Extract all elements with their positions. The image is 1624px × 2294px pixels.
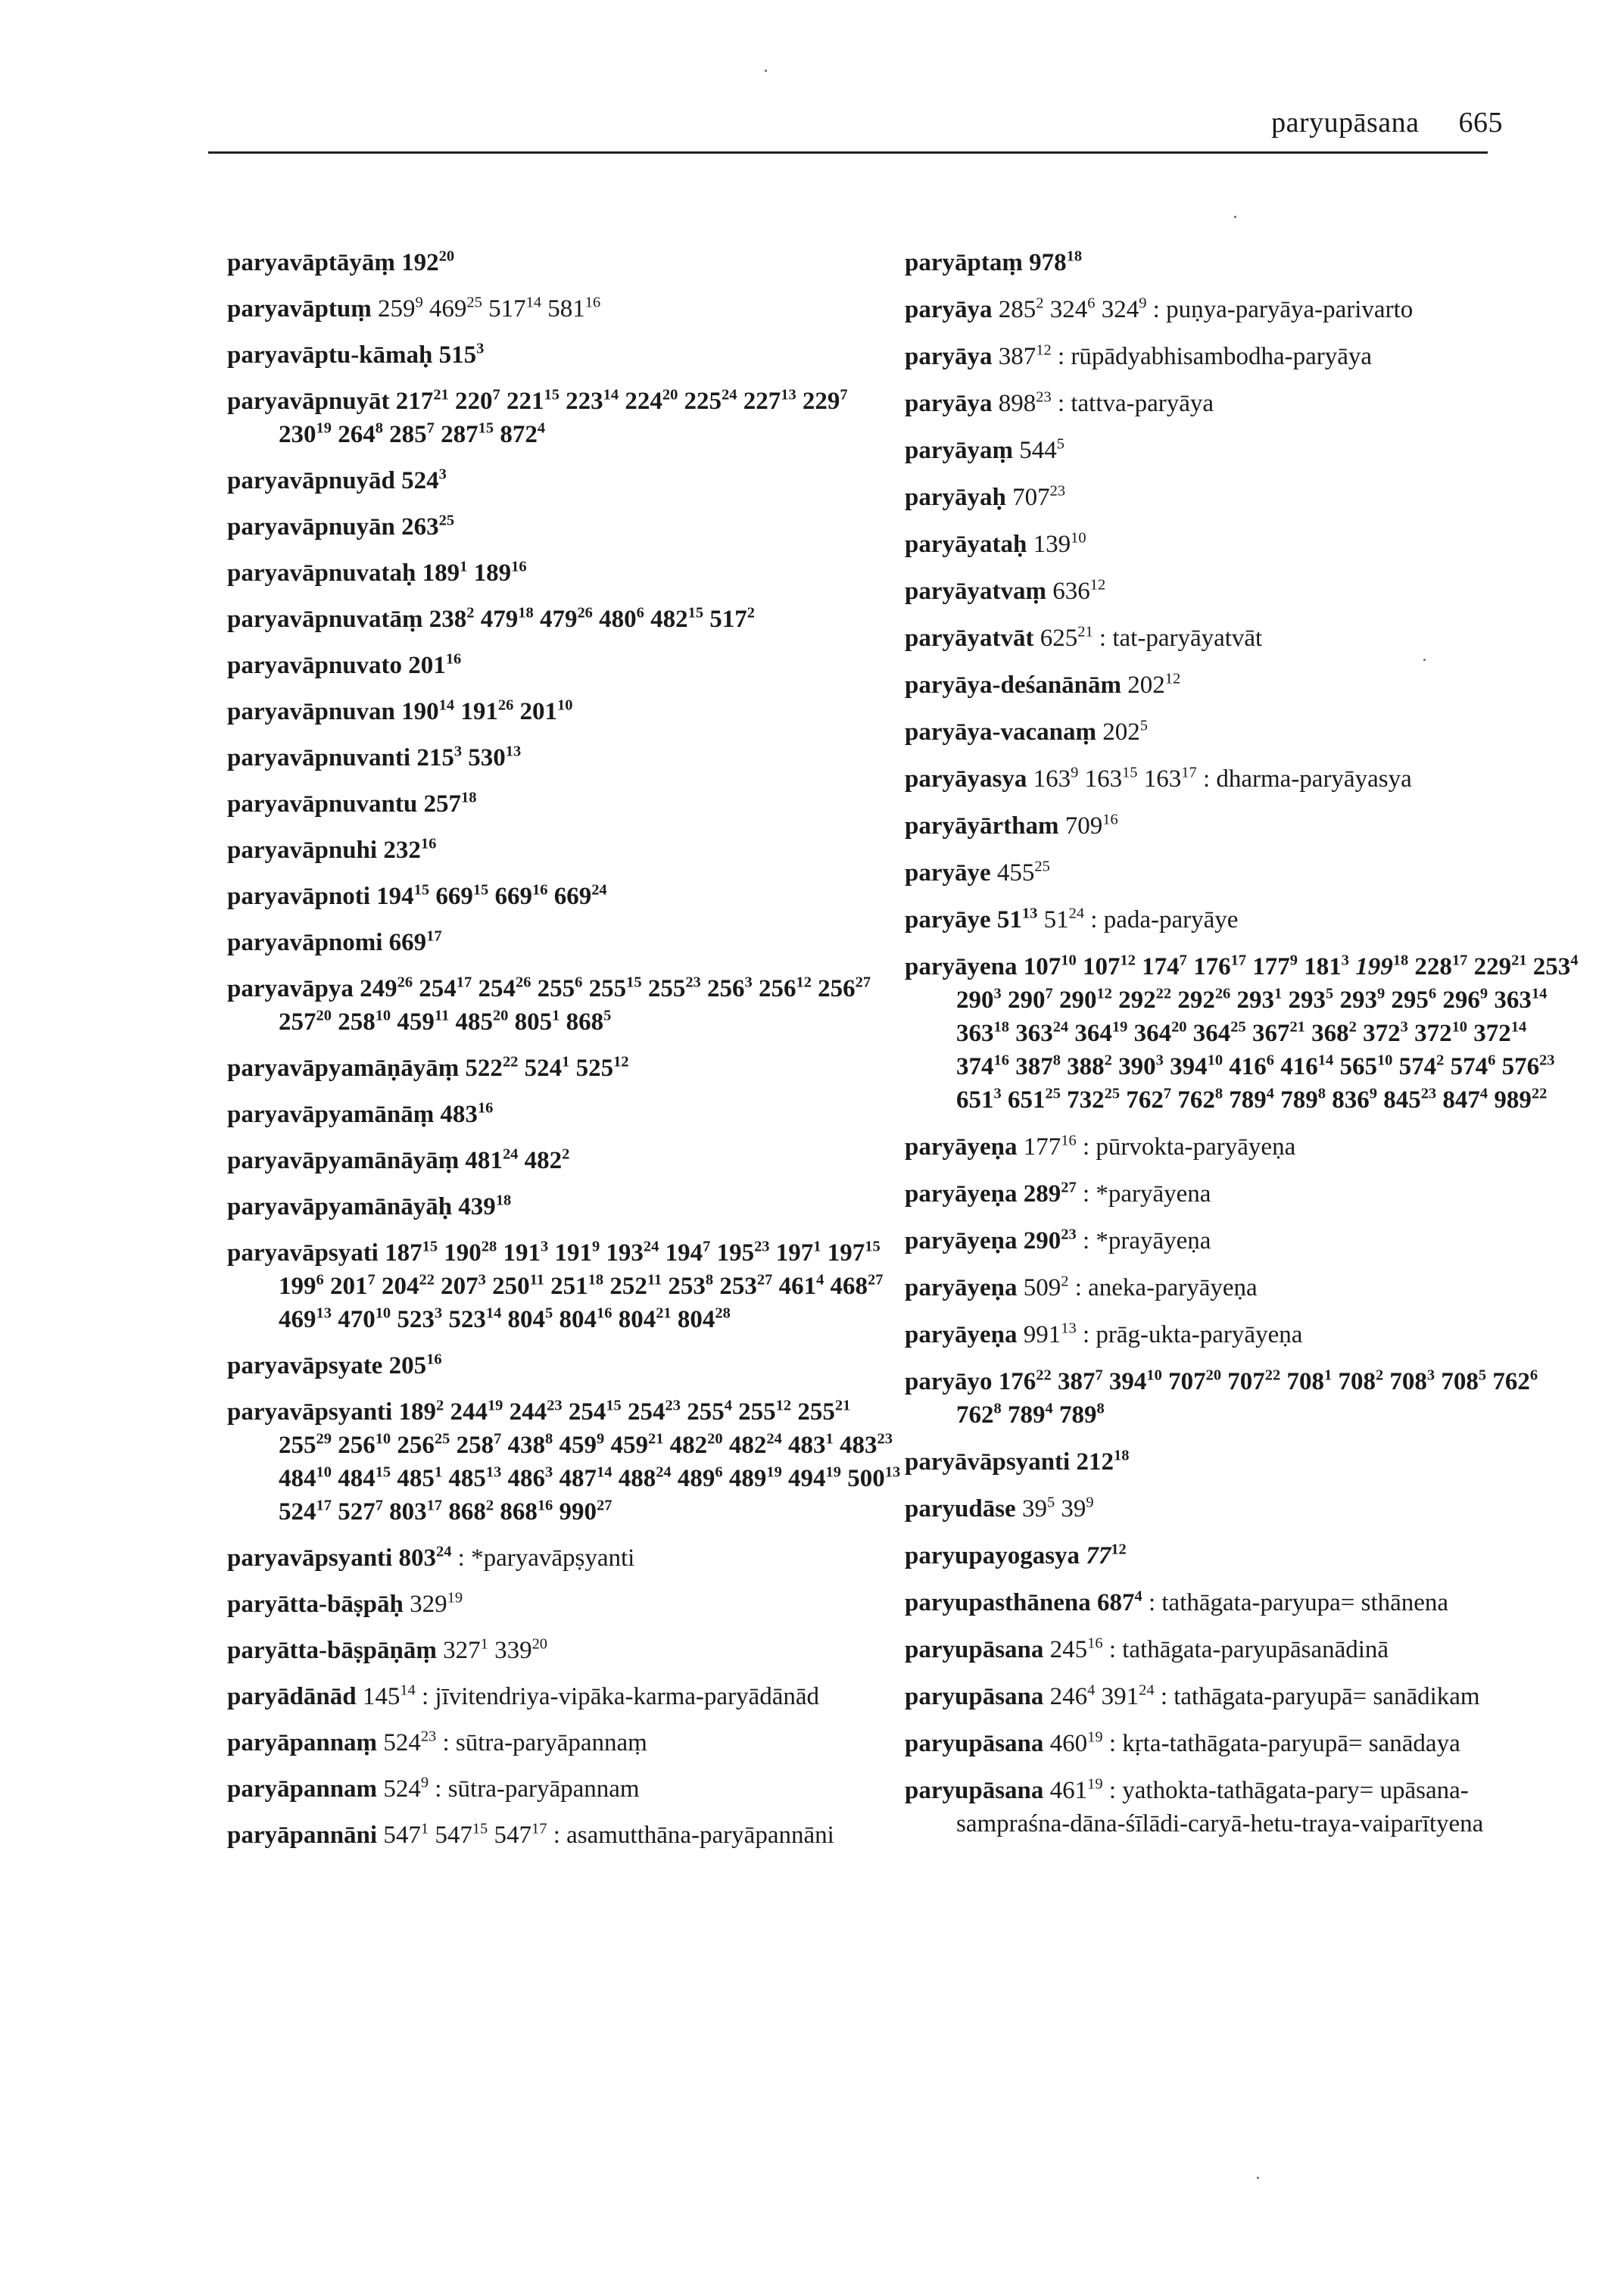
index-entry: paryupāsana $246^4$ $391^{24}$ : tathāgata-paryupā= sanādikam <box>905 1682 1480 1710</box>
index-entry: paryavāpnuvan $190^{14}$ $191^{26}$ $201^{10}$ <box>227 697 573 725</box>
index-entry: paryavāpnuyād $524^3$ <box>227 466 447 494</box>
index-entry: paryāvāpsyanti $212^{18}$ <box>905 1447 1130 1476</box>
index-entry: paryavāpnomi $669^{17}$ <box>227 927 442 956</box>
index-entry: paryavāpnuvatāṃ $238^2$ $479^{18}$ $479^{26}$ $480^6$ $482^{15}$ $517^2$ <box>227 604 756 633</box>
page-number: 665 <box>1458 107 1503 139</box>
scan-speck <box>1234 216 1236 218</box>
index-entry: paryavāpnuvanti $215^3$ $530^{13}$ <box>227 743 522 771</box>
index-entry: paryāpannam $524^9$ : sūtra-paryāpannam <box>227 1774 640 1803</box>
scan-speck <box>1257 2177 1259 2179</box>
index-entry: paryavāpsyanti $803^{24}$ : *paryavāpṣyanti <box>227 1543 635 1572</box>
index-entry: paryāyeṇa $289^{27}$ : *paryāyena <box>905 1179 1211 1208</box>
index-entry: paryudāse $39^5$ $39^9$ <box>905 1494 1094 1523</box>
index-entry: paryupasthānena $687^4$ : tathāgata-paryupa= sthānena <box>905 1588 1449 1616</box>
index-entry: paryāyo $176^{22}$ $387^7$ $394^{10}$ $707^{20}$ $707^{22}$ $708^1$ $708^2$ $708^3$ $708^5$ $762^6$ $762^8$ $789^4$ $789^8$ <box>905 1367 1538 1429</box>
index-entry: paryāya-deśanānām $202^{12}$ <box>905 670 1181 699</box>
index-entry: paryāye $51^{13}$ $51^{24}$ : pada-paryāye <box>905 905 1239 933</box>
index-entry: paryavāpnoti $194^{15}$ $669^{15}$ $669^{16}$ $669^{24}$ <box>227 881 607 910</box>
index-entry: paryāyaḥ $707^{23}$ <box>905 482 1066 511</box>
index-entry: paryavāpsyate $205^{16}$ <box>227 1351 442 1379</box>
right-column <box>905 246 1579 1854</box>
index-entry: paryāpannāni $547^1$ $547^{15}$ $547^{17}$ : asamutthāna-paryāpannāni <box>227 1820 834 1849</box>
running-head <box>1271 106 1503 139</box>
index-entry: paryāyasya $163^9$ $163^{15}$ $163^{17}$ : dharma-paryāyasya <box>905 764 1412 793</box>
index-entry: paryāya $285^2$ $324^6$ $324^9$ : puṇya-paryāya-parivarto <box>905 295 1414 323</box>
index-entry: paryavāpsyati $187^{15}$ $190^{28}$ $191^3$ $191^9$ $193^{24}$ $194^7$ $195^{23}$ $197^1$ $197^{15}$ $199^6$ $201^7$ $204^{22}$ $207^3$ $250^{11}$ $251^{18}$ $252^{11}$ $253^8$ $253^{27}$ $461^4$ $468^{27}$ $469^{13}$ $470^{10}$ $523^3$ $523^{14}$ $804^5$ $804^{16}$ $804^{21}$ $804^{28}$ <box>227 1238 884 1333</box>
index-entry: paryavāpnuvataḥ $189^1$ $189^{16}$ <box>227 558 527 587</box>
index-entry: paryāyeṇa $177^{16}$ : pūrvokta-paryāyeṇa <box>905 1132 1296 1161</box>
index-entry: paryupayogasya $77^{12}$ <box>905 1541 1127 1569</box>
header-rule <box>208 151 1488 154</box>
index-entry: paryāyataḥ $139^{10}$ <box>905 529 1086 558</box>
index-entry: paryavāpnuyāt $217^{21}$ $220^7$ $221^{15}$ $223^{14}$ $224^{20}$ $225^{24}$ $227^{13}$ $229^7$ $230^{19}$ $264^8$ $285^7$ $287^{15}$ $872^4$ <box>227 386 848 448</box>
index-entry: paryupāsana $245^{16}$ : tathāgata-paryupāsanādinā <box>905 1635 1389 1663</box>
index-entry: paryavāpya $249^{26}$ $254^{17}$ $254^{26}$ $255^6$ $255^{15}$ $255^{23}$ $256^3$ $256^{12}$ $256^{27}$ $257^{20}$ $258^{10}$ $459^{11}$ $485^{20}$ $805^1$ $868^5$ <box>227 974 871 1036</box>
index-entry: paryāyaṃ $544^5$ <box>905 435 1064 464</box>
index-entry: paryāyeṇa $509^2$ : aneka-paryāyeṇa <box>905 1273 1258 1301</box>
index-entry: paryavāptu-kāmaḥ $515^3$ <box>227 340 485 369</box>
index-entry: paryavāptāyāṃ $192^{20}$ <box>227 248 455 276</box>
index-entry: paryāye $455^{25}$ <box>905 858 1050 887</box>
index-entry: paryātta-bāṣpāṇāṃ $327^1$ $339^{20}$ <box>227 1635 548 1664</box>
index-entry: paryavāpsyanti $189^2$ $244^{19}$ $244^{23}$ $254^{15}$ $254^{23}$ $255^4$ $255^{12}$ $255^{21}$ $255^{29}$ $256^{10}$ $256^{25}$ $258^7$ $438^8$ $459^9$ $459^{21}$ $482^{20}$ $482^{24}$ $483^1$ $483^{23}$ $484^{10}$ $484^{15}$ $485^1$ $485^{13}$ $486^3$ $487^{14}$ $488^{24}$ $489^6$ $489^{19}$ $494^{19}$ $500^{13}$ $524^{17}$ $527^7$ $803^{17}$ $868^2$ $868^{16}$ $990^{27}$ <box>227 1397 901 1526</box>
index-entry: paryavāptuṃ $259^9$ $469^{25}$ $517^{14}$ $581^{16}$ <box>227 294 601 323</box>
index-entry: paryavāpyamāṇāyāṃ $522^{22}$ $524^1$ $525^{12}$ <box>227 1053 629 1082</box>
index-entry: paryāyatvaṃ $636^{12}$ <box>905 576 1106 605</box>
index-entry: paryavāpyamānāṃ $483^{16}$ <box>227 1099 494 1128</box>
index-entry: paryādānād $145^{14}$ : jīvitendriya-vipāka-karma-paryādānād <box>227 1682 820 1710</box>
index-entry: paryavāpnuhi $232^{16}$ <box>227 835 437 864</box>
index-entry: paryavāpnuvantu $257^{18}$ <box>227 789 477 818</box>
index-entry: paryāya $898^{23}$ : tattva-paryāya <box>905 388 1214 417</box>
index-entry: paryupāsana $460^{19}$ : kṛta-tathāgata-paryupā= sanādaya <box>905 1728 1460 1757</box>
index-entry: paryāyārtham $709^{16}$ <box>905 811 1118 840</box>
index-entry: paryavāpnuyān $263^{25}$ <box>227 512 455 541</box>
index-entry: paryavāpnuvato $201^{16}$ <box>227 650 462 679</box>
index-entry: paryāyena $107^{10}$ $107^{12}$ $174^7$ $176^{17}$ $177^9$ $181^3$ $199^{18}$ $228^{17}$ $229^{21}$ $253^4$ $290^3$ $290^7$ $290^{12}$ $292^{22}$ $292^{26}$ $293^1$ $293^5$ $293^9$ $295^6$ $296^9$ $363^{14}$ $363^{18}$ $363^{24}$ $364^{19}$ $364^{20}$ $364^{25}$ $367^{21}$ $368^2$ $372^3$ $372^{10}$ $372^{14}$ $374^{16}$ $387^8$ $388^2$ $390^3$ $394^{10}$ $416^6$ $416^{14}$ $565^{10}$ $574^2$ $574^6$ $576^{23}$ $651^3$ $651^{25}$ $732^{25}$ $762^7$ $762^8$ $789^4$ $789^8$ $836^9$ $845^{23}$ $847^4$ $989^{22}$ <box>905 952 1579 1114</box>
index-entry: paryupāsana $461^{19}$ : yathokta-tathāgata-pary= upāsana-sampraśna-dāna-śīlādi-caryā-hetu-traya-vaiparītyena <box>905 1775 1484 1837</box>
index-entry: paryāyatvāt $625^{21}$ : tat-paryāyatvāt <box>905 623 1263 652</box>
index-entry: paryāya-vacanaṃ $202^5$ <box>905 717 1148 746</box>
running-head-keyword: paryupāsana <box>1271 107 1420 139</box>
index-entry: paryavāpyamānāyāḥ $439^{18}$ <box>227 1192 512 1220</box>
index-entry: paryāptaṃ $978^{18}$ <box>905 248 1083 276</box>
left-column <box>227 246 901 1865</box>
scan-speck <box>765 70 767 72</box>
scan-speck <box>1423 659 1426 661</box>
index-entry: paryātta-bāṣpāḥ $329^{19}$ <box>227 1589 463 1618</box>
index-entry: paryavāpyamānāyāṃ $481^{24}$ $482^2$ <box>227 1145 570 1174</box>
index-entry: paryāpannaṃ $524^{23}$ : sūtra-paryāpannaṃ <box>227 1728 647 1756</box>
index-entry: paryāyeṇa $290^{23}$ : *prayāyeṇa <box>905 1226 1211 1255</box>
index-entry: paryāya $387^{12}$ : rūpādyabhisambodha-paryāya <box>905 341 1373 370</box>
index-entry: paryāyeṇa $991^{13}$ : prāg-ukta-paryāyeṇa <box>905 1320 1303 1348</box>
